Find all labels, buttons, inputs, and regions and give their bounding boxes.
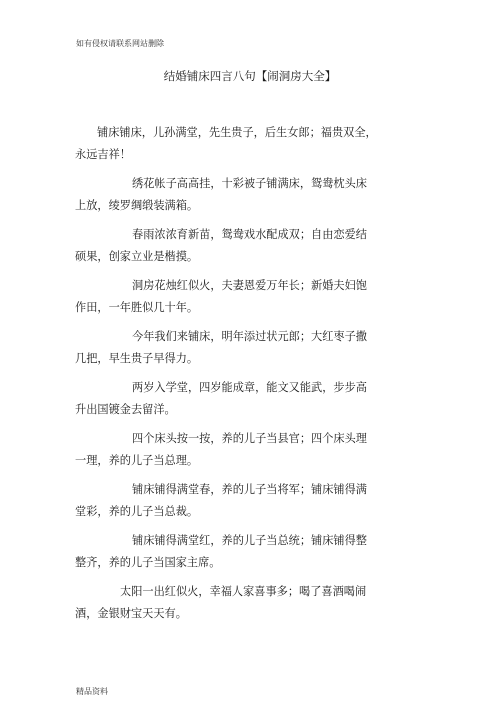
paragraph-line: 绣花帐子高高挂，十彩被子铺满床，鸳鸯枕头床 <box>132 177 367 190</box>
paragraph <box>75 377 430 421</box>
footer-note: 精品资料 <box>76 687 108 696</box>
paragraph <box>75 275 430 319</box>
paragraph-line: 两岁入学堂，四岁能成章，能文又能武，步步高 <box>132 381 367 394</box>
paragraph-line: 铺床铺床，儿孙满堂，先生贵子，后生女郎；福贵双全， <box>97 126 377 139</box>
paragraph-line: 洞房花烛红似火，夫妻恩爱万年长；新婚夫妇饱 <box>132 279 367 292</box>
document-body <box>75 122 430 632</box>
header-note: 如有侵权请联系网站删除 <box>76 39 164 48</box>
paragraph <box>75 173 430 217</box>
paragraph-line: 四个床头按一按，养的儿子当县官；四个床头理 <box>132 432 367 445</box>
paragraph-line: 一理，养的儿子当总理。 <box>75 454 199 467</box>
paragraph-line: 酒，金银财宝天天有。 <box>75 607 187 620</box>
paragraph-line: 升出国镀金去留洋。 <box>75 403 176 416</box>
paragraph <box>75 581 430 625</box>
paragraph-line: 铺床铺得满堂红，养的儿子当总统；铺床铺得整 <box>132 534 367 547</box>
paragraph-line: 上放，绫罗绸缎装满箱。 <box>75 199 199 212</box>
paragraph-line: 整齐，养的儿子当国家主席。 <box>75 556 221 569</box>
paragraph <box>75 530 430 574</box>
paragraph <box>75 122 430 166</box>
paragraph-line: 几把，早生贵子早得力。 <box>75 352 199 365</box>
paragraph <box>75 428 430 472</box>
paragraph-line: 铺床铺得满堂春，养的儿子当将军；铺床铺得满 <box>132 483 367 496</box>
paragraph-line: 堂彩，养的儿子当总裁。 <box>75 505 199 518</box>
paragraph <box>75 326 430 370</box>
paragraph-line: 硕果，创家立业是楷摸。 <box>75 250 199 263</box>
paragraph-line: 春雨浓浓育新苗，鸳鸯戏水配成双；自由恋爱结 <box>132 228 367 241</box>
paragraph <box>75 479 430 523</box>
paragraph <box>75 224 430 268</box>
paragraph-line: 太阳一出红似火，幸福人家喜事多；喝了喜酒喝闹 <box>120 585 367 598</box>
paragraph-line: 今年我们来铺床，明年添过状元郎；大红枣子撒 <box>132 330 367 343</box>
paragraph-line: 永远吉祥！ <box>75 148 131 161</box>
paragraph-line: 作田，一年胜似几十年。 <box>75 301 199 314</box>
document-title: 结婚铺床四言八句【闹洞房大全】 <box>163 69 337 83</box>
